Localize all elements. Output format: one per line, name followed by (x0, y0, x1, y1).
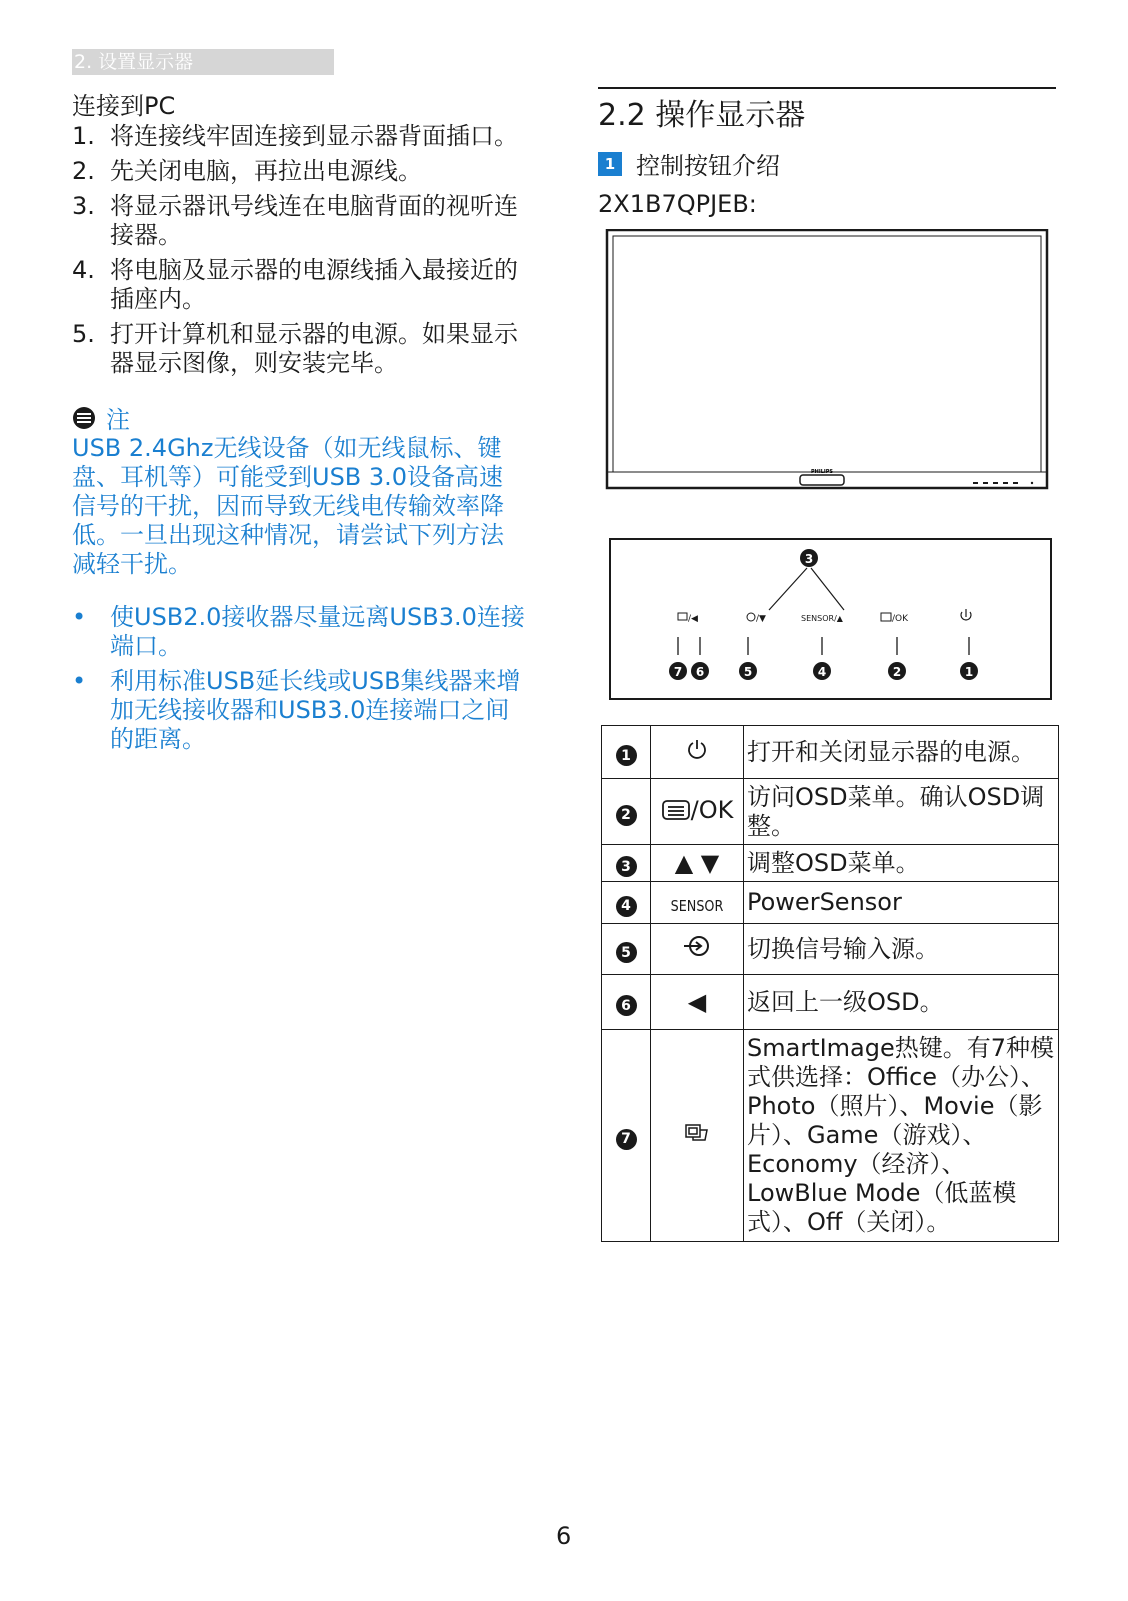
back-label: /◀ (688, 614, 698, 624)
row-description: 打开和关闭显示器的电源。 (744, 726, 1059, 779)
section-rule (598, 87, 1056, 89)
callout-number: 1 (964, 665, 974, 679)
step-text: 将电脑及显示器的电源线插入最接近的插座内。 (110, 256, 518, 313)
step-number: 4. (72, 256, 95, 284)
input-source-icon (681, 934, 713, 958)
monitor-brand: PHILIPS (810, 469, 834, 475)
row-number: 7 (616, 1129, 637, 1150)
list-item (72, 192, 532, 250)
callout-number: 2 (892, 665, 902, 679)
step-text: 先关闭电脑，再拉出电源线。 (110, 157, 422, 185)
up-down-arrows-icon: ▲ ▼ (674, 849, 720, 877)
sensor-icon: SENSOR (670, 896, 724, 915)
model-name: 2X1B7QPJEB: (598, 190, 757, 218)
controls-table (601, 725, 1059, 1242)
subsection-badge: 1 (598, 152, 622, 176)
connect-pc-heading: 连接到PC (72, 92, 176, 120)
subsection-title: 控制按钮介绍 (636, 152, 780, 180)
list-item (72, 320, 532, 378)
bullet-text: 利用标准USB延长线或USB集线器来增加无线接收器和USB3.0连接端口之间的距离。 (110, 667, 521, 753)
note-label: 注 (106, 406, 130, 434)
row-number: 6 (616, 995, 637, 1016)
row-number: 2 (616, 805, 637, 826)
note-text: USB 2.4Ghz无线设备（如无线鼠标、键盘、耳机等）可能受到USB 3.0设备高速信号的干扰，因而导致无线电传输效率降低。一旦出现这种情况，请尝试下列方法减轻干扰。 (72, 434, 504, 578)
smartimage-icon (683, 1122, 711, 1144)
step-text: 打开计算机和显示器的电源。如果显示器显示图像，则安装完毕。 (110, 320, 518, 377)
callout-number: 5 (743, 665, 753, 679)
table-row (602, 779, 1059, 845)
list-item (72, 157, 532, 186)
down-label: /▼ (756, 614, 766, 624)
row-description: 切换信号输入源。 (744, 924, 1059, 975)
back-arrow-icon: ◀ (687, 988, 707, 1016)
row-description: SmartImage热键。有7种模式供选择：Office（办公）、Photo（照片）、Movie（影片）、Game（游戏）、Economy（经济）、LowBlue Mode（低蓝模式）、Off（关闭）。 (744, 1030, 1059, 1242)
note-bullets (72, 603, 532, 760)
bullet-text: 使USB2.0接收器尽量远离USB3.0连接端口。 (110, 603, 525, 660)
row-number: 5 (616, 942, 637, 963)
step-text: 将显示器讯号线连在电脑背面的视听连接器。 (110, 192, 518, 249)
table-row (602, 1030, 1059, 1242)
note-icon (72, 406, 96, 430)
row-description: 调整OSD菜单。 (744, 845, 1059, 882)
sensor-up-label: SENSOR/▲ (801, 614, 843, 623)
row-number: 1 (616, 745, 637, 766)
table-row (602, 882, 1059, 924)
subsection-heading (598, 146, 780, 181)
menu-ok-icon (661, 796, 734, 824)
table-row (602, 726, 1059, 779)
row-description: PowerSensor (744, 882, 1059, 924)
list-item (72, 122, 532, 151)
step-number: 2. (72, 157, 95, 185)
note-heading (72, 400, 130, 435)
row-number: 3 (616, 856, 637, 877)
callout-number: 6 (695, 665, 705, 679)
table-row (602, 924, 1059, 975)
step-text: 将连接线牢固连接到显示器背面插口。 (110, 122, 518, 150)
section-title: 2.2 操作显示器 (598, 98, 806, 133)
step-number: 1. (72, 122, 95, 150)
ok-label: /OK (690, 795, 734, 824)
monitor-illustration (605, 229, 1050, 499)
list-item (72, 667, 532, 754)
row-number: 4 (616, 896, 637, 917)
page-number: 6 (556, 1522, 572, 1550)
setup-steps-list (72, 122, 532, 384)
bullet-dot: • (72, 667, 87, 695)
step-number: 3. (72, 192, 95, 220)
control-button-diagram (609, 538, 1052, 700)
callout-number: 4 (817, 665, 827, 679)
row-description: 访问OSD菜单。确认OSD调整。 (744, 779, 1059, 845)
list-item (72, 603, 532, 661)
callout-number: 7 (673, 665, 683, 679)
list-item (72, 256, 532, 314)
section-tab: 2. 设置显示器 (72, 49, 334, 75)
row-description: 返回上一级OSD。 (744, 975, 1059, 1030)
bullet-dot: • (72, 603, 87, 631)
callout-number: 3 (804, 552, 814, 566)
step-number: 5. (72, 320, 95, 348)
table-row (602, 975, 1059, 1030)
ok-label: /OK (892, 614, 909, 624)
table-row (602, 845, 1059, 882)
power-icon (686, 738, 708, 760)
